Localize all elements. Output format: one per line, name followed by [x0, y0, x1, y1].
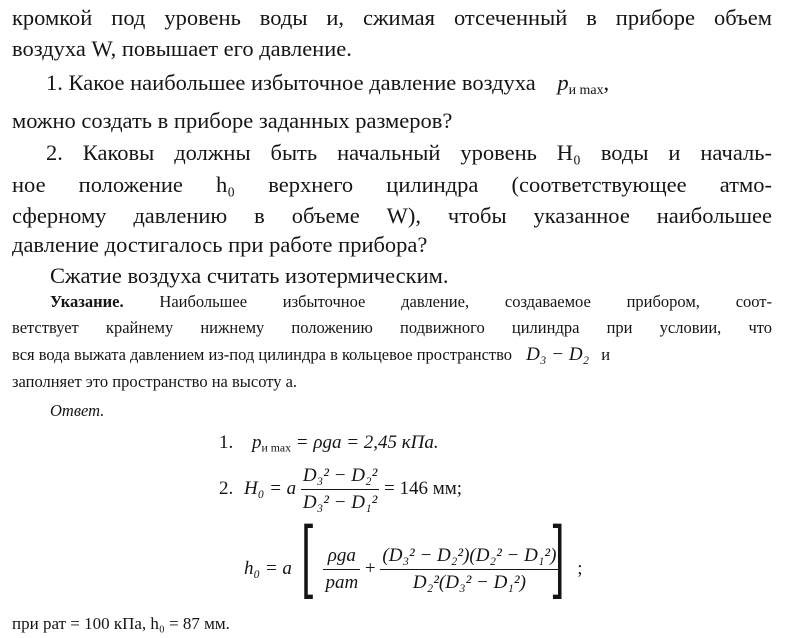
question-2-line: сферному давлению в объеме W), чтобы указанное наибольшее	[12, 203, 772, 228]
right-bracket: ]	[550, 510, 565, 608]
final-condition: при pат = 100 кПа, h₀ = 87 мм.	[12, 614, 230, 633]
question-2-line: давление достигалось при работе прибора?	[12, 232, 428, 257]
paragraph-line: кромкой под уровень воды и, сжимая отсеченный в приборе объем	[12, 5, 772, 30]
answer-2-formula: 2. H₀ = a $\frac{\text{D₃² − D₂²}}{\text{D₃² − D₁²}}$ = 146 мм;	[219, 465, 463, 513]
paragraph-line: воздуха W, повышает его давление.	[12, 36, 352, 61]
hint-line: Указание. Наибольшее избыточное давление, создаваемое прибором, соот-	[50, 292, 773, 311]
hint-label: Указание.	[50, 292, 124, 311]
h0-formula: h₀ = a $\frac{\text{ρga}}{\text{pат}}$ + $\frac{\text{(D₃² − D₂²)(D₂² − D₁²)}}{\text{D₂²(D₃² − D₁²)}}$ ;	[244, 545, 583, 593]
question-1-line: 1. Какое наибольшее избыточное давление воздуха $p_{и max}$,	[46, 70, 610, 98]
question-1-line: можно создать в приборе заданных размеров?	[12, 108, 453, 133]
question-2-line: 2. Каковы должны быть начальный уровень H₀ воды и началь-	[46, 140, 772, 165]
answer-1-formula: 1. $p_{и max} = \rho ga = 2,45$ кПа.	[219, 432, 439, 455]
hint-line: вся вода выжата давлением из-под цилиндра в кольцевое пространство D₃ − D₂ и	[12, 344, 611, 365]
hint-line: ветствует крайнему нижнему положению подвижного цилиндра при условии, что	[12, 318, 772, 337]
left-bracket: [	[301, 510, 316, 608]
hint-line: заполняет это пространство на высоту a.	[12, 372, 298, 391]
isothermal-note: Сжатие воздуха считать изотермическим.	[50, 263, 449, 288]
question-2-line: ное положение h₀ верхнего цилиндра (соответствующее атмо-	[12, 172, 772, 197]
fraction: $\frac{\text{(D₃² − D₂²)(D₂² − D₁²)}}{\text{D₂²(D₃² − D₁²)}}$	[382, 545, 557, 593]
fraction: $\frac{\text{D₃² − D₂²}}{\text{D₃² − D₁²}}$	[302, 465, 378, 513]
fraction: $\frac{\text{ρga}}{\text{pат}}$	[325, 545, 359, 593]
answer-label: Ответ.	[50, 401, 105, 420]
